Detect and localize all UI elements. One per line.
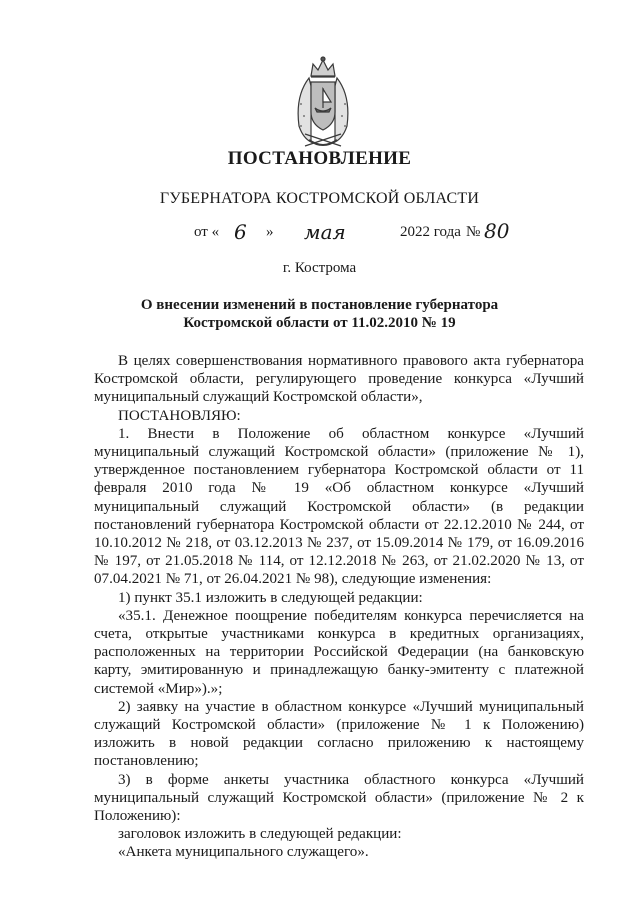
coat-of-arms-icon	[291, 56, 355, 150]
date-year: 2022 года	[400, 224, 461, 240]
quote-35-1-paragraph: «35.1. Денежное поощрение победителям конкурса перечисляется на счета, открытые участниками конкурса в кредитных организациях, расположенных на территории Российской Федерации (на банковскую карту, эмитированную и принадлежащую банку-эмитенту с платежной системой «Мир»).»;	[94, 607, 584, 697]
date-prefix: от «	[194, 224, 220, 240]
number-label: №	[466, 224, 481, 240]
item-1-paragraph: 1. Внести в Положение об областном конкурсе «Лучший муниципальный служащий Костромской области» (приложение № 1), утвержденное постановлением губернатора Костромской области от 11 февраля 2010 года № 19 «Об областном конкурсе «Лучший муниципальный служащий Костромской области» (в редакции постановлений губернатора Костромской области от 22.12.2010 № 244, от 10.10.2012 № 218, от 03.12.2013 № 237, от 15.09.2014 № 179, от 16.09.2016 № 197, от 21.05.2018 № 114, от 12.12.2018 № 263, от 21.02.2020 № 13, от 07.04.2021 № 71, от 26.04.2021 № 98), следующие изменения:	[94, 425, 584, 588]
document-heading	[0, 296, 639, 332]
date-quote-close: »	[266, 224, 274, 240]
subitem-2-paragraph: 2) заявку на участие в областном конкурсе «Лучший муниципальный служащий Костромской области» (приложение № 1 к Положению) изложить в новой редакции согласно приложению к настоящему постановлению;	[94, 698, 584, 770]
date-month: мая	[304, 220, 346, 244]
subitem-3-paragraph: 3) в форме анкеты участника областного конкурса «Лучший муниципальный служащий Костромской области» (приложение № 2 к Положению):	[94, 771, 584, 825]
document-number: 80	[484, 219, 510, 243]
resolution-word: ПОСТАНОВЛЯЮ:	[118, 407, 241, 424]
date-day: 6	[234, 220, 247, 244]
document-title: ПОСТАНОВЛЕНИЕ	[227, 148, 412, 169]
document-body	[94, 352, 584, 862]
header-change-paragraph: заголовок изложить в следующей редакции:	[118, 826, 402, 843]
heading-line-1: О внесении изменений в постановление губернатора	[140, 297, 499, 313]
city: г. Кострома	[282, 260, 357, 276]
date-line	[0, 219, 639, 254]
preamble-paragraph: В целях совершенствования нормативного правового акта губернатора Костромской области, регулирующего проведение конкурса «Лучший муниципальный служащий Костромской области»,	[94, 353, 584, 406]
issuing-authority: ГУБЕРНАТОРА КОСТРОМСКОЙ ОБЛАСТИ	[159, 190, 480, 207]
heading-line-2: Костромской области от 11.02.2010 № 19	[183, 315, 456, 331]
subitem-1-paragraph: 1) пункт 35.1 изложить в следующей редакции:	[118, 589, 423, 606]
new-title-paragraph: «Анкета муниципального служащего».	[118, 844, 369, 861]
